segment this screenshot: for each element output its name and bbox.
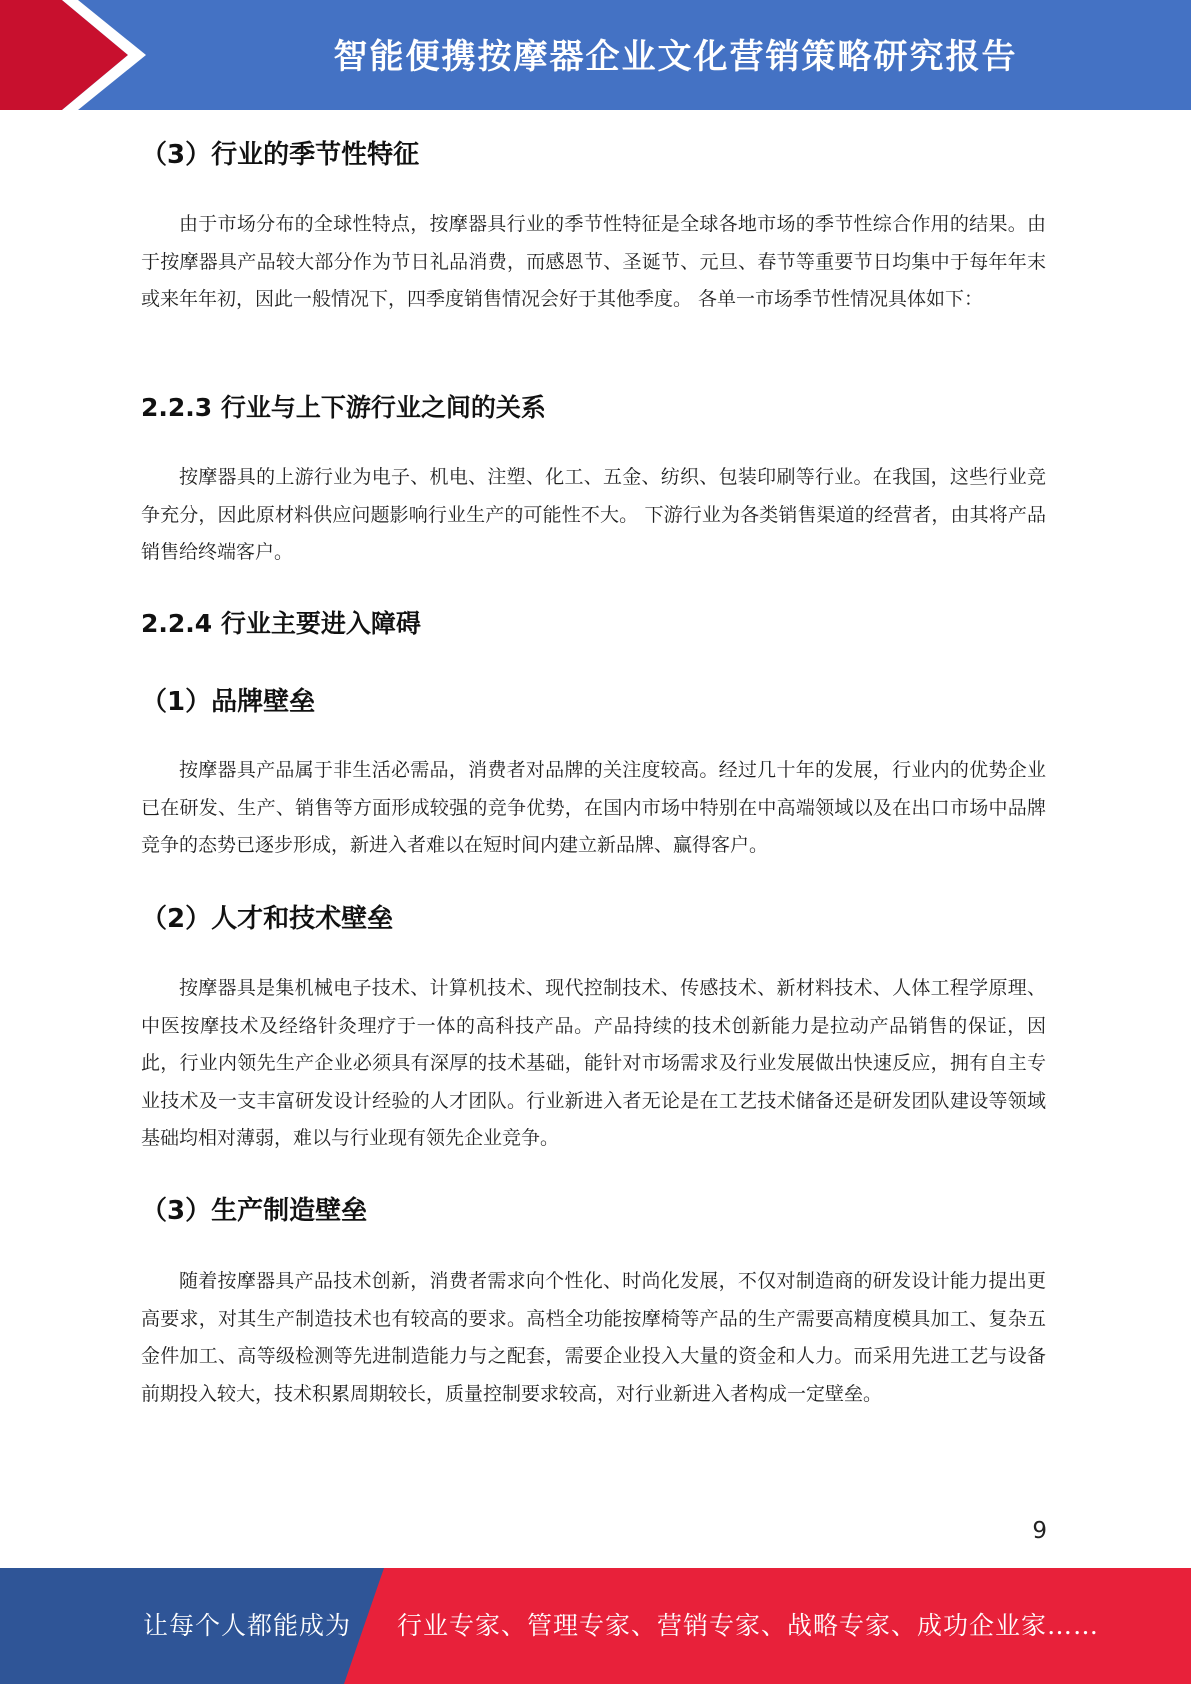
footer-slogan-right: 行业专家、管理专家、营销专家、战略专家、成功企业家…… [397,1611,1100,1640]
section-heading: （3）生产制造壁垒 [141,1196,368,1226]
paragraph: 由于市场分布的全球性特点，按摩器具行业的季节性特征是全球各地市场的季节性综合作用的结果。由于按摩器具产品较大部分作为节日礼品消费，而感恩节、圣诞节、元旦、春节等重要节日均集中于每年年末或来年年初，因此一般情况下，四季度销售情况会好于其他季度。 各单一市场季节性情况具体如下： [141,213,1046,310]
paragraph: 随着按摩器具产品技术创新，消费者需求向个性化、时尚化发展，不仅对制造商的研发设计能力提出更高要求，对其生产制造技术也有较高的要求。高档全功能按摩椅等产品的生产需要高精度模具加工、复杂五金件加工、高等级检测等先进制造能力与之配套，需要企业投入大量的资金和人力。而采用先进工艺与设备前期投入较大，技术积累周期较长，质量控制要求较高，对行业新进入者构成一定壁垒。 [141,1270,1046,1405]
section-heading: （3）行业的季节性特征 [141,140,420,170]
section-heading: 2.2.3 行业与上下游行业之间的关系 [141,393,546,422]
section-heading: （1）品牌壁垒 [141,687,316,717]
section-heading: 2.2.4 行业主要进入障碍 [141,609,421,638]
header-banner [0,0,1191,110]
page-number: 9 [1032,1518,1047,1544]
footer-slogan-left: 让每个人都能成为 [143,1611,352,1640]
document-title: 智能便携按摩器企业文化营销策略研究报告 [333,36,1018,77]
paragraph: 按摩器具产品属于非生活必需品，消费者对品牌的关注度较高。经过几十年的发展，行业内的优势企业已在研发、生产、销售等方面形成较强的竞争优势，在国内市场中特别在中高端领域以及在出口市场中品牌竞争的态势已逐步形成，新进入者难以在短时间内建立新品牌、赢得客户。 [141,759,1046,856]
section-heading: （2）人才和技术壁垒 [141,904,394,934]
paragraph: 按摩器具是集机械电子技术、计算机技术、现代控制技术、传感技术、新材料技术、人体工程学原理、中医按摩技术及经络针灸理疗于一体的高科技产品。产品持续的技术创新能力是拉动产品销售的保证，因此，行业内领先生产企业必须具有深厚的技术基础，能针对市场需求及行业发展做出快速反应，拥有自主专业技术及一支丰富研发设计经验的人才团队。行业新进入者无论是在工艺技术储备还是研发团队建设等领域基础均相对薄弱，难以与行业现有领先企业竞争。 [141,977,1046,1149]
footer-banner [0,1568,1191,1684]
paragraph: 按摩器具的上游行业为电子、机电、注塑、化工、五金、纺织、包装印刷等行业。在我国，这些行业竞争充分，因此原材料供应问题影响行业生产的可能性不大。 下游行业为各类销售渠道的经营者，由其将产品销售给终端客户。 [141,466,1046,563]
